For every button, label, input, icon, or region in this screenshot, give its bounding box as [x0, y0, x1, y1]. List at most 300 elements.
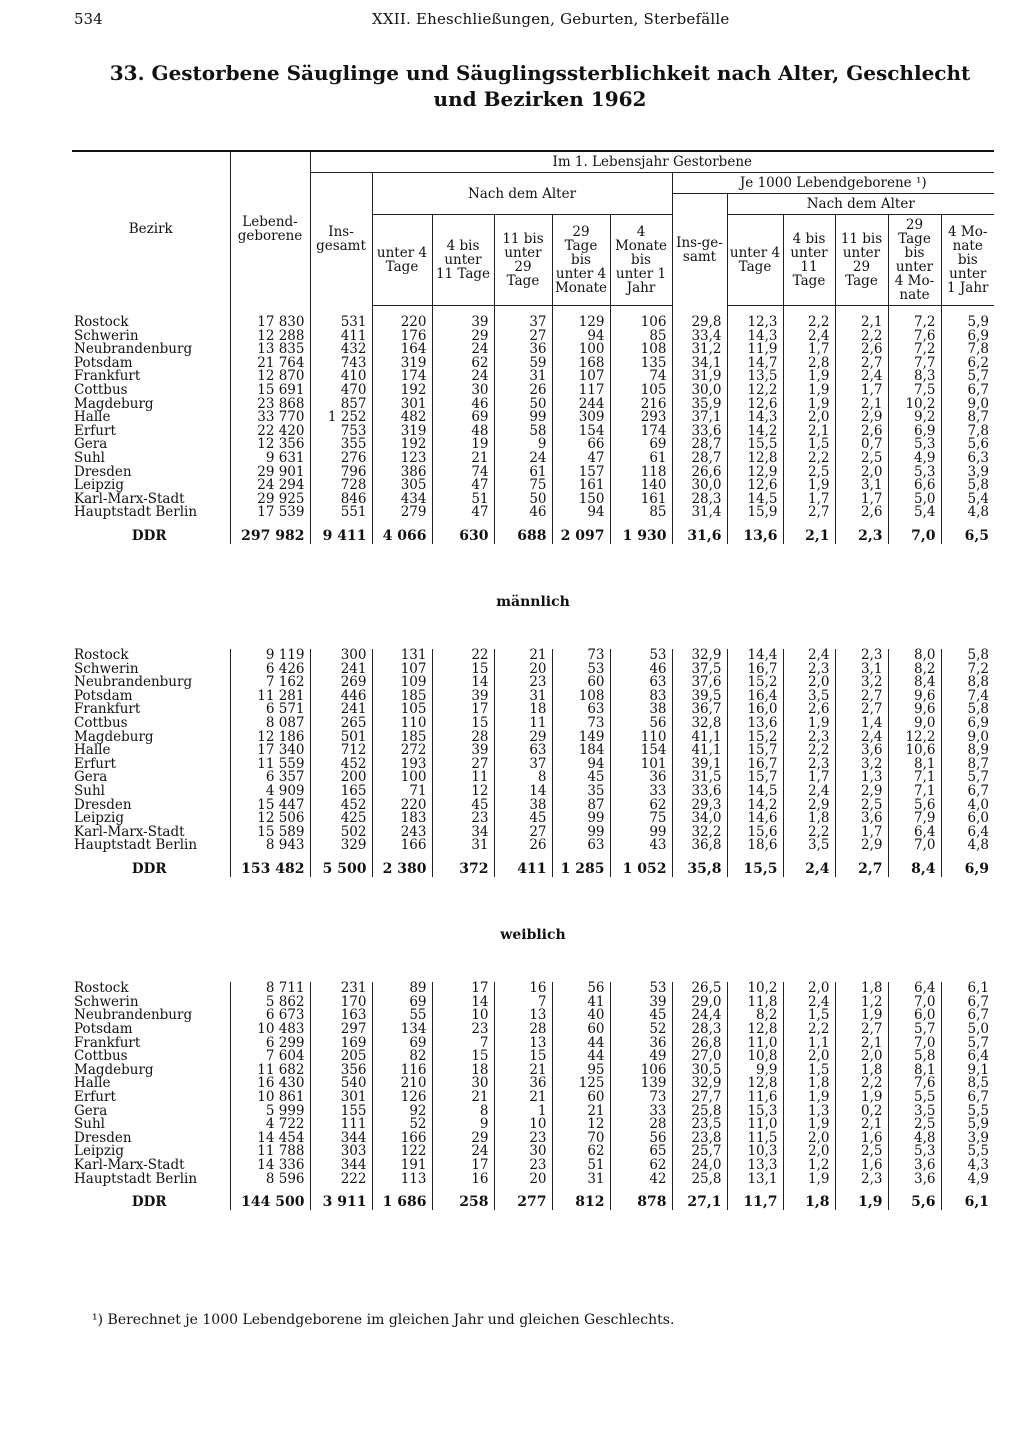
- value-cell: 319: [372, 425, 432, 439]
- value-cell: 309: [552, 411, 610, 425]
- value-cell: 42: [610, 1173, 672, 1187]
- value-cell: 39: [432, 316, 494, 330]
- value-cell: 33,6: [672, 425, 727, 439]
- value-cell: 329: [310, 839, 372, 853]
- value-cell: 36: [610, 1037, 672, 1051]
- value-cell: 13: [494, 1009, 552, 1023]
- value-cell: 12: [432, 785, 494, 799]
- value-cell: 22 420: [230, 425, 310, 439]
- value-cell: 9 631: [230, 452, 310, 466]
- value-cell: 9,6: [888, 703, 941, 717]
- value-cell: 7,8: [941, 425, 994, 439]
- value-cell: 2,7: [783, 506, 835, 520]
- value-cell: 37,1: [672, 411, 727, 425]
- value-cell: 61: [494, 466, 552, 480]
- value-cell: 19: [432, 438, 494, 452]
- value-cell: 41,1: [672, 731, 727, 745]
- value-cell: 2,4: [783, 996, 835, 1010]
- value-cell: 2,1: [783, 425, 835, 439]
- value-cell: 45: [610, 1009, 672, 1023]
- value-cell: 7,0: [888, 839, 941, 853]
- col-age-4-bis-11-tage: 4 bis unter 11 Tage: [432, 215, 494, 306]
- value-cell: 1,2: [783, 1159, 835, 1173]
- total-value-cell: 7,0: [888, 520, 941, 544]
- value-cell: 111: [310, 1118, 372, 1132]
- value-cell: 33,6: [672, 785, 727, 799]
- value-cell: 12,6: [727, 479, 783, 493]
- ddr-label-cell: DDR: [131, 1194, 167, 1211]
- value-cell: 131: [372, 649, 432, 663]
- value-cell: 50: [494, 398, 552, 412]
- value-cell: 14,5: [727, 785, 783, 799]
- value-cell: 34,1: [672, 357, 727, 371]
- table-body: [72, 306, 994, 1210]
- value-cell: 8,4: [888, 676, 941, 690]
- value-cell: 5,5: [941, 1145, 994, 1159]
- value-cell: 15 691: [230, 384, 310, 398]
- value-cell: 7,0: [888, 996, 941, 1010]
- value-cell: 12 356: [230, 438, 310, 452]
- value-cell: 48: [432, 425, 494, 439]
- value-cell: 185: [372, 690, 432, 704]
- value-cell: 7,5: [888, 384, 941, 398]
- value-cell: 5,7: [941, 1037, 994, 1051]
- value-cell: 5,8: [941, 479, 994, 493]
- value-cell: 344: [310, 1132, 372, 1146]
- value-cell: 1,1: [783, 1037, 835, 1051]
- value-cell: 7,2: [888, 316, 941, 330]
- value-cell: 52: [372, 1118, 432, 1132]
- total-value-cell: 27,1: [672, 1186, 727, 1210]
- value-cell: 36: [610, 771, 672, 785]
- value-cell: 2,2: [783, 744, 835, 758]
- value-cell: 107: [552, 370, 610, 384]
- value-cell: 551: [310, 506, 372, 520]
- bezirk-name-cell: Schwerin: [74, 327, 139, 344]
- value-cell: 2,0: [835, 1050, 888, 1064]
- value-cell: 46: [494, 506, 552, 520]
- value-cell: 11 788: [230, 1145, 310, 1159]
- value-cell: 21: [494, 649, 552, 663]
- bezirk-name-cell: Neubrandenburg: [74, 1007, 193, 1024]
- bezirk-name-cell: Suhl: [74, 783, 105, 800]
- value-cell: 51: [432, 493, 494, 507]
- value-cell: 49: [610, 1050, 672, 1064]
- value-cell: 31: [552, 1173, 610, 1187]
- value-cell: 743: [310, 357, 372, 371]
- value-cell: 176: [372, 330, 432, 344]
- value-cell: 110: [610, 731, 672, 745]
- value-cell: 6,0: [941, 812, 994, 826]
- value-cell: 30,0: [672, 384, 727, 398]
- value-cell: 7,2: [941, 663, 994, 677]
- value-cell: 279: [372, 506, 432, 520]
- value-cell: 6,3: [941, 452, 994, 466]
- bezirk-name-cell: Neubrandenburg: [74, 341, 193, 358]
- value-cell: 108: [610, 343, 672, 357]
- bezirk-name-cell: Gera: [74, 1102, 108, 1119]
- value-cell: 23: [494, 1132, 552, 1146]
- bezirk-name-cell: Karl-Marx-Stadt: [74, 823, 185, 840]
- value-cell: 14,3: [727, 411, 783, 425]
- value-cell: 71: [372, 785, 432, 799]
- value-cell: 355: [310, 438, 372, 452]
- value-cell: 100: [552, 343, 610, 357]
- value-cell: 45: [432, 799, 494, 813]
- value-cell: 6,4: [888, 826, 941, 840]
- value-cell: 139: [610, 1077, 672, 1091]
- total-value-cell: 1 686: [372, 1186, 432, 1210]
- value-cell: 11,0: [727, 1118, 783, 1132]
- value-cell: 39,5: [672, 690, 727, 704]
- value-cell: 155: [310, 1105, 372, 1119]
- value-cell: 8,3: [888, 370, 941, 384]
- value-cell: 10,2: [888, 398, 941, 412]
- value-cell: 319: [372, 357, 432, 371]
- section-label: männlich: [496, 593, 570, 610]
- value-cell: 11: [494, 717, 552, 731]
- value-cell: 265: [310, 717, 372, 731]
- value-cell: 2,5: [835, 799, 888, 813]
- value-cell: 28,3: [672, 1023, 727, 1037]
- value-cell: 0,2: [835, 1105, 888, 1119]
- value-cell: 14: [494, 785, 552, 799]
- total-value-cell: 6,9: [941, 853, 994, 877]
- value-cell: 99: [610, 826, 672, 840]
- value-cell: 47: [552, 452, 610, 466]
- value-cell: 185: [372, 731, 432, 745]
- section-heading-maennlich: [72, 544, 994, 650]
- value-cell: 40: [552, 1009, 610, 1023]
- value-cell: 8 943: [230, 839, 310, 853]
- value-cell: 15,5: [727, 438, 783, 452]
- value-cell: 241: [310, 663, 372, 677]
- value-cell: 47: [432, 479, 494, 493]
- value-cell: 6,7: [941, 1091, 994, 1105]
- value-cell: 2,0: [783, 1132, 835, 1146]
- value-cell: 2,2: [783, 452, 835, 466]
- value-cell: 857: [310, 398, 372, 412]
- value-cell: 15,7: [727, 771, 783, 785]
- value-cell: 24,0: [672, 1159, 727, 1173]
- value-cell: 2,0: [783, 1145, 835, 1159]
- total-value-cell: 5 500: [310, 853, 372, 877]
- value-cell: 1,2: [835, 996, 888, 1010]
- value-cell: 18,6: [727, 839, 783, 853]
- value-cell: 92: [372, 1105, 432, 1119]
- value-cell: 31: [494, 690, 552, 704]
- value-cell: 16,4: [727, 690, 783, 704]
- value-cell: 753: [310, 425, 372, 439]
- value-cell: 712: [310, 744, 372, 758]
- value-cell: 60: [552, 676, 610, 690]
- total-value-cell: 2,7: [835, 853, 888, 877]
- total-value-cell: 15,5: [727, 853, 783, 877]
- value-cell: 32,2: [672, 826, 727, 840]
- value-cell: 12 288: [230, 330, 310, 344]
- value-cell: 31,5: [672, 771, 727, 785]
- value-cell: 6,7: [941, 996, 994, 1010]
- value-cell: 1,9: [835, 1091, 888, 1105]
- bezirk-name-cell: Suhl: [74, 449, 105, 466]
- value-cell: 34,0: [672, 812, 727, 826]
- value-cell: 1,6: [835, 1159, 888, 1173]
- value-cell: 62: [610, 1159, 672, 1173]
- col-group-je-1000: Je 1000 Lebendgeborene ¹): [672, 173, 994, 194]
- value-cell: 4,8: [941, 839, 994, 853]
- value-cell: 21: [494, 1064, 552, 1078]
- value-cell: 11,0: [727, 1037, 783, 1051]
- value-cell: 7: [432, 1037, 494, 1051]
- value-cell: 4,8: [888, 1132, 941, 1146]
- value-cell: 62: [552, 1145, 610, 1159]
- value-cell: 31,4: [672, 506, 727, 520]
- value-cell: 28: [610, 1118, 672, 1132]
- value-cell: 24,4: [672, 1009, 727, 1023]
- value-cell: 14,4: [727, 649, 783, 663]
- value-cell: 5 862: [230, 996, 310, 1010]
- value-cell: 1,8: [835, 982, 888, 996]
- value-cell: 6,7: [941, 384, 994, 398]
- value-cell: 45: [494, 812, 552, 826]
- value-cell: 2,2: [835, 330, 888, 344]
- value-cell: 140: [610, 479, 672, 493]
- value-cell: 5,3: [888, 438, 941, 452]
- value-cell: 12,8: [727, 1077, 783, 1091]
- value-cell: 66: [552, 438, 610, 452]
- value-cell: 1,9: [783, 1091, 835, 1105]
- col-insgesamt: Ins-gesamt: [310, 173, 372, 306]
- value-cell: 15,9: [727, 506, 783, 520]
- ddr-label-cell: DDR: [131, 527, 167, 544]
- ddr-total-row: [72, 1186, 994, 1210]
- value-cell: 5,5: [941, 1105, 994, 1119]
- value-cell: 12,9: [727, 466, 783, 480]
- value-cell: 17: [432, 1159, 494, 1173]
- value-cell: 73: [610, 1091, 672, 1105]
- value-cell: 1,5: [783, 438, 835, 452]
- value-cell: 2,0: [783, 982, 835, 996]
- value-cell: 24: [432, 370, 494, 384]
- value-cell: 446: [310, 690, 372, 704]
- value-cell: 26,6: [672, 466, 727, 480]
- col-rate-11-bis-29-tage: 11 bis unter 29 Tage: [835, 215, 888, 306]
- value-cell: 7,4: [941, 690, 994, 704]
- value-cell: 12,8: [727, 1023, 783, 1037]
- value-cell: 60: [552, 1091, 610, 1105]
- bezirk-name-cell: Halle: [74, 742, 111, 759]
- value-cell: 110: [372, 717, 432, 731]
- value-cell: 501: [310, 731, 372, 745]
- value-cell: 2,3: [783, 731, 835, 745]
- value-cell: 1,7: [783, 493, 835, 507]
- value-cell: 37,5: [672, 663, 727, 677]
- value-cell: 59: [494, 357, 552, 371]
- value-cell: 34: [432, 826, 494, 840]
- value-cell: 63: [494, 744, 552, 758]
- value-cell: 5,9: [941, 316, 994, 330]
- bezirk-name-cell: Leipzig: [74, 810, 124, 827]
- value-cell: 2,7: [835, 357, 888, 371]
- value-cell: 2,7: [835, 703, 888, 717]
- value-cell: 3,6: [835, 744, 888, 758]
- value-cell: 2,6: [835, 425, 888, 439]
- value-cell: 6 571: [230, 703, 310, 717]
- value-cell: 15,2: [727, 731, 783, 745]
- value-cell: 6 357: [230, 771, 310, 785]
- value-cell: 7,0: [888, 1037, 941, 1051]
- value-cell: 12 186: [230, 731, 310, 745]
- value-cell: 27: [494, 330, 552, 344]
- bezirk-name-cell: Karl-Marx-Stadt: [74, 1156, 185, 1173]
- value-cell: 169: [310, 1037, 372, 1051]
- value-cell: 6,6: [888, 479, 941, 493]
- value-cell: 2,3: [835, 649, 888, 663]
- table-row: [72, 425, 994, 439]
- value-cell: 8,7: [941, 758, 994, 772]
- total-value-cell: 5,6: [888, 1186, 941, 1210]
- value-cell: 6,7: [941, 1009, 994, 1023]
- value-cell: 62: [432, 357, 494, 371]
- value-cell: 6,4: [888, 982, 941, 996]
- value-cell: 5,8: [941, 703, 994, 717]
- bezirk-name-cell: Neubrandenburg: [74, 674, 193, 691]
- value-cell: 29,0: [672, 996, 727, 1010]
- value-cell: 12,3: [727, 316, 783, 330]
- value-cell: 37,6: [672, 676, 727, 690]
- value-cell: 7,2: [888, 343, 941, 357]
- bezirk-name-cell: Magdeburg: [74, 1061, 154, 1078]
- col-rate-4-bis-11-tage: 4 bis unter 11 Tage: [783, 215, 835, 306]
- value-cell: 1,9: [783, 1118, 835, 1132]
- value-cell: 8,1: [888, 1064, 941, 1078]
- total-value-cell: 3 911: [310, 1186, 372, 1210]
- value-cell: 796: [310, 466, 372, 480]
- ddr-label-cell: DDR: [131, 861, 167, 877]
- value-cell: 20: [494, 663, 552, 677]
- value-cell: 75: [610, 812, 672, 826]
- value-cell: 2,1: [835, 1037, 888, 1051]
- table-title: [80, 60, 1000, 112]
- value-cell: 4,3: [941, 1159, 994, 1173]
- total-value-cell: 297 982: [230, 520, 310, 544]
- value-cell: 99: [494, 411, 552, 425]
- value-cell: 2,3: [783, 758, 835, 772]
- value-cell: 1,5: [783, 1064, 835, 1078]
- value-cell: 2,4: [783, 649, 835, 663]
- col-group-gestorbene: Im 1. Lebensjahr Gestorbene: [310, 151, 994, 173]
- value-cell: 3,2: [835, 758, 888, 772]
- value-cell: 39: [432, 744, 494, 758]
- col-rate-insgesamt: Ins-ge-samt: [672, 194, 727, 306]
- value-cell: 3,5: [783, 690, 835, 704]
- value-cell: 12: [552, 1118, 610, 1132]
- value-cell: 32,9: [672, 1077, 727, 1091]
- value-cell: 14,2: [727, 799, 783, 813]
- value-cell: 1,8: [835, 1064, 888, 1078]
- value-cell: 21: [552, 1105, 610, 1119]
- value-cell: 33: [610, 785, 672, 799]
- value-cell: 8,2: [727, 1009, 783, 1023]
- value-cell: 2,6: [783, 703, 835, 717]
- value-cell: 10 861: [230, 1091, 310, 1105]
- value-cell: 305: [372, 479, 432, 493]
- value-cell: 53: [610, 649, 672, 663]
- value-cell: 9 119: [230, 649, 310, 663]
- value-cell: 10: [494, 1118, 552, 1132]
- value-cell: 31,2: [672, 343, 727, 357]
- value-cell: 2,0: [783, 676, 835, 690]
- value-cell: 35,9: [672, 398, 727, 412]
- infant-mortality-table: [72, 150, 994, 1210]
- value-cell: 94: [552, 330, 610, 344]
- value-cell: 1,9: [783, 398, 835, 412]
- value-cell: 220: [372, 799, 432, 813]
- value-cell: 21 764: [230, 357, 310, 371]
- value-cell: 2,2: [783, 316, 835, 330]
- value-cell: 29,3: [672, 799, 727, 813]
- value-cell: 15 447: [230, 799, 310, 813]
- value-cell: 23: [432, 1023, 494, 1037]
- bezirk-name-cell: Gera: [74, 769, 108, 786]
- total-value-cell: 688: [494, 520, 552, 544]
- value-cell: 118: [610, 466, 672, 480]
- value-cell: 2,2: [783, 1023, 835, 1037]
- value-cell: 51: [552, 1159, 610, 1173]
- total-value-cell: 812: [552, 1186, 610, 1210]
- value-cell: 192: [372, 384, 432, 398]
- value-cell: 126: [372, 1091, 432, 1105]
- value-cell: 9,0: [941, 731, 994, 745]
- value-cell: 170: [310, 996, 372, 1010]
- value-cell: 47: [432, 506, 494, 520]
- total-value-cell: 2 097: [552, 520, 610, 544]
- value-cell: 154: [552, 425, 610, 439]
- ddr-total-row: [72, 853, 994, 877]
- value-cell: 7,6: [888, 330, 941, 344]
- value-cell: 184: [552, 744, 610, 758]
- value-cell: 8,0: [888, 649, 941, 663]
- value-cell: 62: [610, 799, 672, 813]
- value-cell: 13,6: [727, 717, 783, 731]
- value-cell: 8: [494, 771, 552, 785]
- value-cell: 193: [372, 758, 432, 772]
- bezirk-name-cell: Gera: [74, 436, 108, 453]
- value-cell: 5,0: [941, 1023, 994, 1037]
- value-cell: 8 711: [230, 982, 310, 996]
- value-cell: 4,9: [888, 452, 941, 466]
- value-cell: 14,6: [727, 812, 783, 826]
- value-cell: 161: [610, 493, 672, 507]
- value-cell: 8,9: [941, 744, 994, 758]
- value-cell: 39: [610, 996, 672, 1010]
- value-cell: 23: [494, 1159, 552, 1173]
- total-value-cell: 2,4: [783, 853, 835, 877]
- value-cell: 2,9: [835, 785, 888, 799]
- bezirk-name-cell: Schwerin: [74, 660, 139, 677]
- total-value-cell: 13,6: [727, 520, 783, 544]
- value-cell: 56: [610, 1132, 672, 1146]
- value-cell: 2,4: [835, 370, 888, 384]
- value-cell: 36,8: [672, 839, 727, 853]
- value-cell: 5,7: [941, 370, 994, 384]
- value-cell: 13 835: [230, 343, 310, 357]
- value-cell: 85: [610, 330, 672, 344]
- value-cell: 23,5: [672, 1118, 727, 1132]
- value-cell: 25,7: [672, 1145, 727, 1159]
- value-cell: 95: [552, 1064, 610, 1078]
- value-cell: 105: [372, 703, 432, 717]
